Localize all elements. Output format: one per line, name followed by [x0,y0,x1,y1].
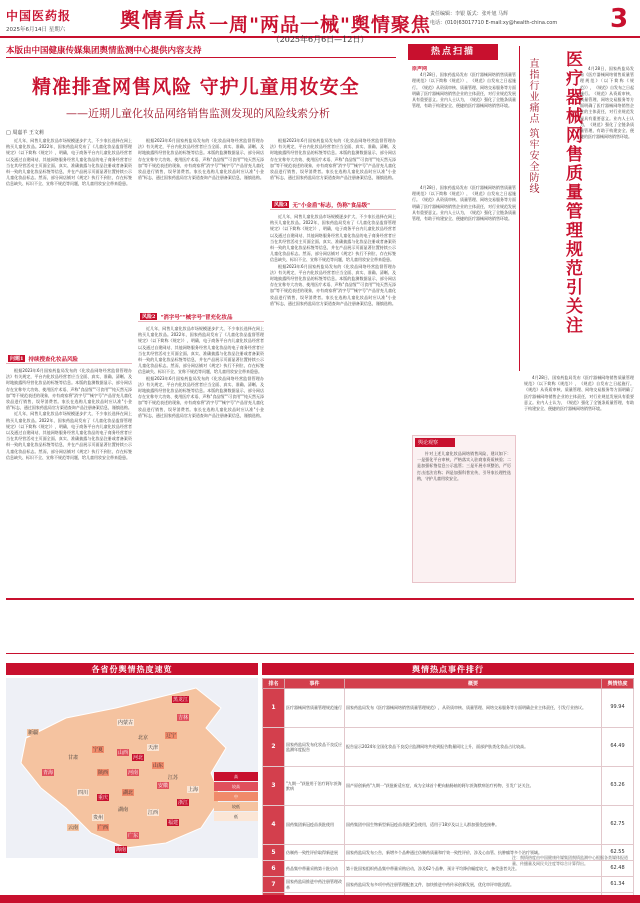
province-label: 黑龙江 [173,697,189,703]
province-label: 贵州 [93,815,104,821]
event-score: 99.94 [602,689,634,728]
editor-line: 责任编辑：李银 版式：张叶旭 马辉 [430,11,509,17]
section-title: "消字号""械字号"冒充化妆品 [160,314,233,321]
paragraph: 根据2023年6月国家药监局发布的《化妆品网络经营监督管理办法》有关规定，平台内化妆品经营者应当全面、真实、准确、清晰、及时地披露所经营化妆品的标签等信息。本版的监测数据显示，部分网店存在宣称夸大功效、使用医疗术语、声称"食品级""可食用""纯天然无添加"等不规范表述的现象，亦有商家将"消字号""械字号"产品冒充儿童化妆品进行销售，误导消费者。家长在选购儿童化妆品时应认准"小金盾"标志，通过国家药监局官方渠道查询产品注册备案信息，谨慎选购。 [138,375,264,418]
province-label: 山西 [118,750,129,756]
event-rank: 6 [263,861,285,877]
event-title: 国家药监局发布化妆品不良反应监测年度报告 [285,728,345,767]
event-summary: 报告显示2024年全国化妆品不良反应监测网络共收到报告数量同比上升，面部护肤类化妆品占比较高。 [345,728,602,767]
province-label: 上海 [188,787,199,793]
paragraph: 近几年，网售儿童化妆品市场规模逐步扩大，不少家长选择在网上购买儿童化妆品。2022年，国家药监局发布了《儿童化妆品监督管理规定》（以下简称《规定》），明确，电子商务平台内儿童化妆品经营者以及通过自建网站、其他网络服务经营儿童化妆品的电子商务经营者应当在其经营活动主页面全面、真实、准确披露与化妆品注册或者备案资料一致的儿童化妆品标签等信息，并在产品展示页面显著位置持续公示儿童化妆品标志。然而，部分网店铺对《规定》执行不到位，存在标签信息缺失、标识不全、宣称不规范等问题，给儿童用妆安全带来隐患。 [270,214,396,263]
paragraph: 根据2023年6月国家药监局发布的《化妆品网络经营监督管理办法》有关规定，平台内化妆品经营者应当全面、真实、准确、清晰、及时地披露所经营化妆品的标签等信息。本版的监测数据显示，部分网店存在宣称夸大功效、使用医疗术语、声称"食品级""可食用""纯天然无添加"等不规范表述的现象，亦有商家将"消字号""械字号"产品冒充儿童化妆品进行销售，误导消费者。家长在选购儿童化妆品时应认准"小金盾"标志，通过国家药监局官方渠道查询产品注册备案信息，谨慎选购。 [6,368,132,411]
event-summary: 国产原创新药"九期一"获批新适应症，成为全球首个靶向脑肠轴的阿尔茨海默病治疗药物，引发广泛关注。 [345,767,602,806]
event-score: 62.75 [602,806,634,845]
paragraph: 根据2023年6月国家药监局发布的《化妆品网络经营监督管理办法》有关规定，平台内化妆品经营者应当全面、真实、准确、清晰、及时地披露所经营化妆品的标签等信息。本版的监测数据显示，部分网店存在宣称夸大功效、使用医疗术语、声称"食品级""可食用""纯天然无添加"等不规范表述的现象，亦有商家将"消字号""械字号"产品冒充儿童化妆品进行销售，误导消费者。家长在选购儿童化妆品时应认准"小金盾"标志，通过国家药监局官方渠道查询产品注册备案信息，谨慎选购。 [138,138,264,181]
province-label: 江西 [148,810,159,816]
table-row [263,689,634,728]
legend-item: 中 [214,792,258,801]
event-rank: 4 [263,806,285,845]
commentary-text [413,449,515,577]
legend-item: 低 [214,812,258,821]
article-column-2b [138,326,264,588]
event-title: 医疗器械网售质量管理规范施行 [285,689,345,728]
province-label: 湖南 [118,807,129,813]
page-number: 3 [610,4,629,34]
event-title: 仿制药一致性评价取得新进展 [285,845,345,861]
table-header-row [263,679,634,689]
section-tag: 风险2 [142,314,156,320]
province-label: 广西 [98,825,109,831]
weekly-title: 一周"两品一械"舆情聚焦 [209,14,431,36]
province-label: 甘肃 [68,755,79,761]
province-label: 海南 [116,847,127,853]
province-label: 四川 [78,790,89,796]
paragraph: 4月28日，国家药监局发布《医疗器械网络销售质量管理规范》（以下简称《规范》），《规范》自发布之日起施行。《规范》从资质审核、质量管理、网络交易服务等方面明确了医疗器械网络销售企业的主体责任，对行业规范发展具有重要意义。业内人士认为，《规范》强化了全链条质量管理，有助于构建安全、便捷的医疗器械网络销售环境。 [524,375,634,412]
section-tag: 风险3 [274,202,288,208]
section-title: 舆情看点 [120,8,208,32]
contact-line: 电话：(010)63017710 E-mail:xy@health-china.com [430,20,558,26]
commentary-label: 舆论观察 [415,438,455,447]
page-footer [0,895,640,903]
issue-date: 2025年6月14日 星期六 [6,27,66,33]
article-column-3 [270,138,396,196]
event-score: 64.49 [602,728,634,767]
legend-item: 高 [214,772,258,781]
province-label: 陕西 [98,770,109,776]
hotspot-column-2 [412,185,516,425]
paragraph: 近几年，网售儿童化妆品市场规模逐步扩大，不少家长选择在网上购买儿童化妆品。2022年，国家药监局发布了《儿童化妆品监督管理规定》（以下简称《规定》），明确，电子商务平台内儿童化妆品经营者以及通过自建网站、其他网络服务经营儿童化妆品的电子商务经营者应当在其经营活动主页面全面、真实、准确披露与化妆品注册或者备案资料一致的儿童化妆品标签等信息，并在产品展示页面显著位置持续公示儿童化妆品标志。然而，部分网店铺对《规定》执行不到位，存在标签信息缺失、标识不全、宣称不规范等问题，给儿童用妆安全带来隐患。 [6,411,132,460]
event-score: 62.48 [602,861,634,877]
hotspot-subheadline: 直指行业痛点 筑牢安全防线 [527,58,538,195]
events-table [262,678,634,903]
event-rank: 3 [263,767,285,806]
paragraph: 4月28日，国家药监局发布《医疗器械网络销售质量管理规范》（以下简称《规范》），《规范》自发布之日起施行。《规范》从资质审核、质量管理、网络交易服务等方面明确了医疗器械网络销售企业的主体责任，对行业规范发展具有重要意义。业内人士认为，《规范》强化了全链条质量管理，有助于构建安全、便捷的医疗器械网络销售环境。 [580,66,634,140]
province-label: 吉林 [178,715,189,721]
hotspot-column-4 [580,66,634,366]
province-label: 北京 [138,735,149,741]
article-column-3b [270,214,396,588]
province-label: 辽宁 [166,733,177,739]
event-title: "九期一"获批用于治疗阿尔茨海默病 [285,767,345,806]
province-label: 内蒙古 [118,720,134,726]
legend-item: 较高 [214,782,258,791]
province-label: 福建 [168,820,179,826]
province-label: 山东 [153,763,164,769]
event-rank: 2 [263,728,285,767]
footnote: 注：舆情热度由中国健康传媒集团舆情监测中心根据各类媒体报道量、传播量及网民关注度等综合计算得出。 [512,855,628,866]
article-column-2 [138,138,264,308]
province-label: 宁夏 [93,747,104,753]
paragraph: 近几年，网售儿童化妆品市场规模逐步扩大，不少家长选择在网上购买儿童化妆品。2022年，国家药监局发布了《儿童化妆品监督管理规定》（以下简称《规定》），明确，电子商务平台内儿童化妆品经营者以及通过自建网站、其他网络服务经营儿童化妆品的电子商务经营者应当在其经营活动主页面全面、真实、准确披露与化妆品注册或者备案资料一致的儿童化妆品标签等信息，并在产品展示页面显著位置持续公示儿童化妆品标志。然而，部分网店铺对《规定》执行不到位，存在标签信息缺失、标识不全、宣称不规范等问题，给儿童用妆安全带来隐患。 [6,138,132,187]
section-title: 无"小金盾"标志，伪称"食品级" [292,202,370,209]
section-header-3 [270,200,396,210]
hotspot-section-head: 原声网 [412,66,428,72]
province-label: 安徽 [158,783,169,789]
section-header-2 [138,312,264,322]
divider [6,57,396,58]
section-header-1 [6,354,132,364]
province-label: 广东 [128,833,139,839]
table-row [263,806,634,845]
paragraph: 4月28日，国家药监局发布《医疗器械网络销售质量管理规范》（以下简称《规范》），《规范》自发布之日起施行。《规范》从资质审核、质量管理、网络交易服务等方面明确了医疗器械网络销售企业的主体责任，对行业规范发展具有重要意义。业内人士认为，《规范》强化了全链条质量管理，有助于构建安全、便捷的医疗器械网络销售环境。 [412,72,516,109]
event-summary: 国家药监局发布多项中药注册管理配套文件，加快推进中药传承创新发展，优化审评审批流程。 [345,877,602,893]
legend-item: 较低 [214,802,258,811]
province-label: 青海 [43,770,54,776]
article-column-1 [6,138,132,350]
event-rank: 7 [263,877,285,893]
province-label: 重庆 [98,795,109,801]
paragraph: 近几年，网售儿童化妆品市场规模逐步扩大，不少家长选择在网上购买儿童化妆品。2022年，国家药监局发布了《儿童化妆品监督管理规定》（以下简称《规定》），明确，电子商务平台内儿童化妆品经营者以及通过自建网站、其他网络服务经营儿童化妆品的电子商务经营者应当在其经营活动主页面全面、真实、准确披露与化妆品注册或者备案资料一致的儿童化妆品标签等信息，并在产品展示页面显著位置持续公示儿童化妆品标志。然而，部分网店铺对《规定》执行不到位，存在标签信息缺失、标识不全、宣称不规范等问题，给儿童用妆安全带来隐患。 [138,326,264,375]
map-section-title: 各省份舆情热度速览 [6,663,258,675]
event-score: 61.34 [602,877,634,893]
weekly-dates: （2025年6月6日—12日） [271,35,369,44]
events-section-title: 舆情热点事件排行 [262,663,634,675]
paragraph: 根据2023年6月国家药监局发布的《化妆品网络经营监督管理办法》有关规定，平台内化妆品经营者应当全面、真实、准确、清晰、及时地披露所经营化妆品的标签等信息。本版的监测数据显示，部分网店存在宣称夸大功效、使用医疗术语、声称"食品级""可食用""纯天然无添加"等不规范表述的现象，亦有商家将"消字号""械字号"产品冒充儿童化妆品进行销售，误导消费者。家长在选购儿童化妆品时应认准"小金盾"标志，通过国家药监局官方渠道查询产品注册备案信息，谨慎选购。 [270,138,396,181]
province-label: 天津 [148,745,159,751]
main-headline: 精准排查网售风险 守护儿童用妆安全 [32,76,360,98]
event-title: 药品集中带量采购第十批启动 [285,861,345,877]
province-heat-map [6,678,258,858]
event-rank: 5 [263,845,285,861]
table-row [263,877,634,893]
main-subheadline: ——近期儿童化妆品网络销售监测发现的风险线索分析 [66,107,330,120]
commentary-box [412,435,516,583]
province-label: 新疆 [28,730,39,736]
col-score: 舆情热度 [602,679,634,689]
events-table-body [263,689,634,903]
map-legend [214,772,258,822]
table-row [263,767,634,806]
event-summary: 国家药监局发布《医疗器械网络销售质量管理规范》，从资质审核、质量管理、网络交易服务等方面明确企业主体责任，引发行业热议。 [345,689,602,728]
event-summary: 国家药监局发布公告，新增多个品种通过仿制药质量和疗效一致性评价，涉及心血管、抗肿瘤等多个治疗领域。 [345,845,602,861]
table-row [263,728,634,767]
kicker-line: 本版由中国健康传媒集团舆情监测中心提供内容支持 [6,46,202,56]
hotspot-column-1 [412,66,516,178]
weekly-banner [6,598,634,654]
event-summary: 第十批国家组织药品集中带量采购启动，涉及62个品种，预计平均降价幅度较大，备受患者关注。 [345,861,602,877]
event-score: 63.26 [602,767,634,806]
province-label: 江苏 [168,775,179,781]
province-labels [6,678,258,858]
section-title: 持续搜查化妆品风险 [28,356,78,363]
province-label: 湖北 [123,790,134,796]
hotspot-label: 热点扫描 [408,44,498,60]
vertical-divider [519,46,520,371]
col-event: 事件 [285,679,345,689]
col-rank: 排名 [263,679,285,689]
paragraph: 根据2023年6月国家药监局发布的《化妆品网络经营监督管理办法》有关规定，平台内化妆品经营者应当全面、真实、准确、清晰、及时地披露所经营化妆品的标签等信息。本版的监测数据显示，部分网店存在宣称夸大功效、使用医疗术语、声称"食品级""可食用""纯天然无添加"等不规范表述的现象，亦有商家将"消字号""械字号"产品冒充儿童化妆品进行销售，误导消费者。家长在选购儿童化妆品时应认准"小金盾"标志，通过国家药监局官方渠道查询产品注册备案信息，谨慎选购。 [270,263,396,306]
byline: □ 周嘉羊 王文莉 [6,130,44,136]
article-column-1b [6,368,132,588]
province-label: 浙江 [178,800,189,806]
section-tag: 问题1 [10,356,24,362]
event-rank: 1 [263,689,285,728]
hotspot-column-3 [524,375,634,585]
province-label: 河北 [133,755,144,761]
col-summary: 概要 [345,679,602,689]
event-summary: 国药集团中国生物新型新冠疫苗获批紧急使用，适用于18岁及以上人群加强免疫接种。 [345,806,602,845]
event-score: 62.55 [602,845,634,861]
hotspot-headline: 医疗器械网售质量管理规范引关注 [562,50,582,335]
province-label: 云南 [68,825,79,831]
paragraph: 4月28日，国家药监局发布《医疗器械网络销售质量管理规范》（以下简称《规范》），《规范》自发布之日起施行。《规范》从资质审核、质量管理、网络交易服务等方面明确了医疗器械网络销售企业的主体责任，对行业规范发展具有重要意义。业内人士认为，《规范》强化了全链条质量管理，有助于构建安全、便捷的医疗器械网络销售环境。 [412,185,516,222]
paragraph: 针对上述儿童化妆品网络销售风险，建议如下：一是强化平台审核，严格落实入驻商家资质核验；二是加强标签信息公示监管；三是开展专项整治，严厉打击违法宣称；四是加强科普宣传，引导家长理性选购，守护儿童用妆安全。 [417,451,511,481]
newspaper-logo: 中国医药报 [6,9,72,23]
event-title: 国家药监局推进中药注册管理改革 [285,877,345,893]
event-title: 国药集团新冠疫苗获批使用 [285,806,345,845]
province-label: 河南 [128,770,139,776]
